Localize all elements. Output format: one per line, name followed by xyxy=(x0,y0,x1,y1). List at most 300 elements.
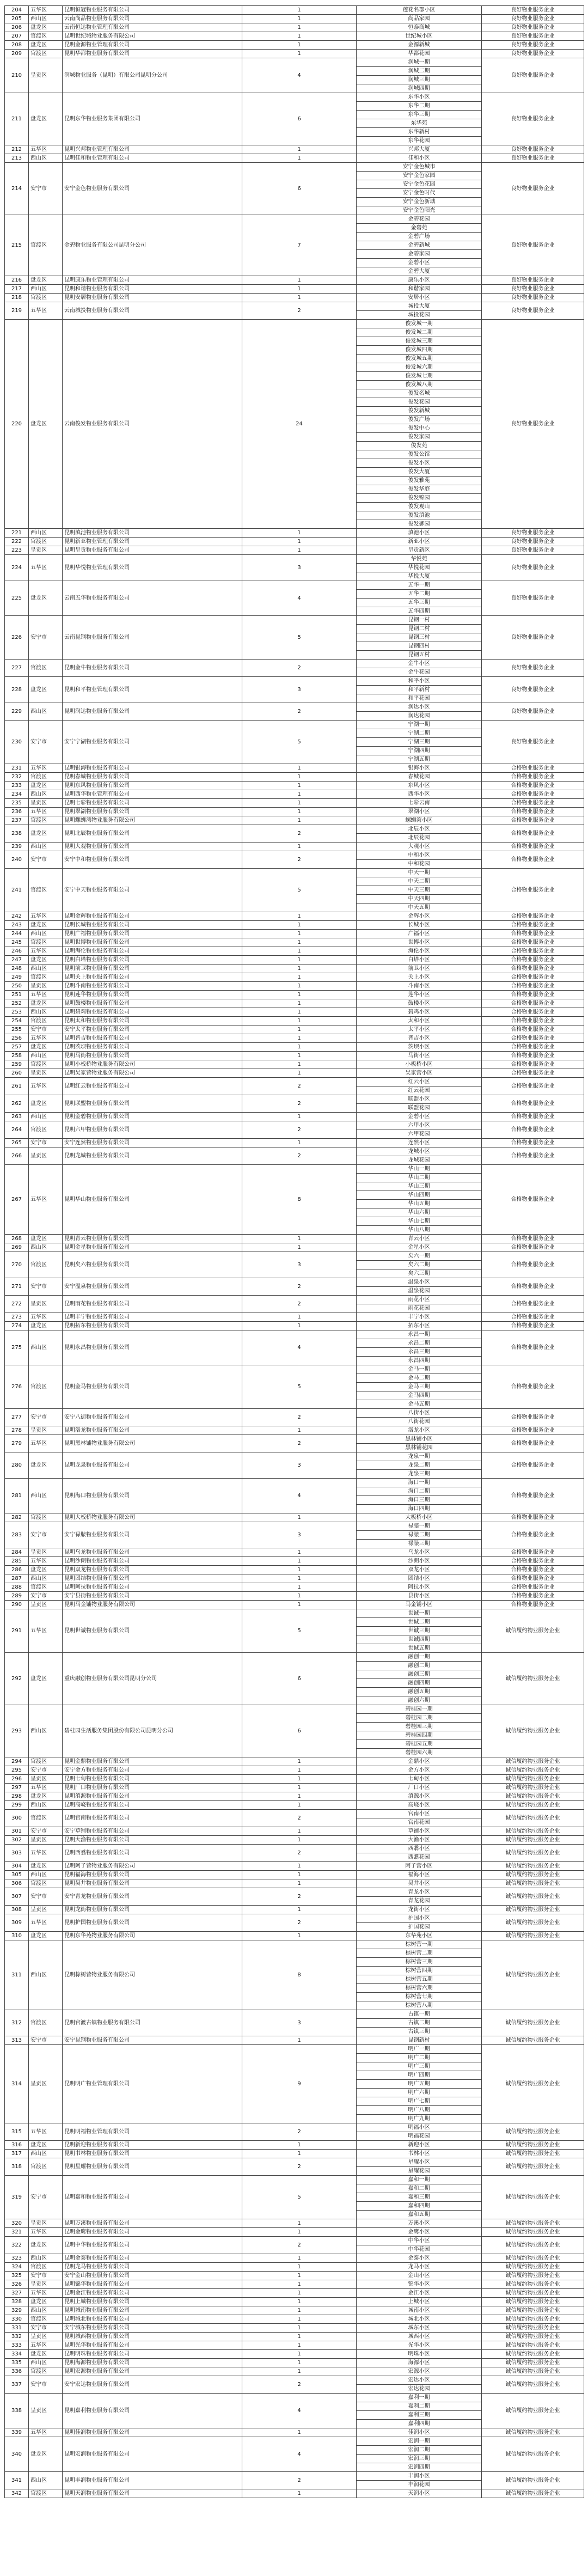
rating-cell: 合格物业服务企业 xyxy=(482,1365,584,1409)
rating-cell: 合格物业服务企业 xyxy=(482,782,584,790)
table-row xyxy=(5,965,584,973)
project-name-cell: 五华二期 xyxy=(357,590,482,599)
rating-cell: 诚信履约物业服务企业 xyxy=(482,2228,584,2237)
district-cell: 官渡区 xyxy=(29,2489,63,2498)
district-cell: 五华区 xyxy=(29,302,63,320)
company-name-cell: 昆明书林物业服务有限公司 xyxy=(63,2150,242,2158)
district-cell: 西山区 xyxy=(29,15,63,23)
district-cell: 安宁市 xyxy=(29,616,63,660)
row-number: 305 xyxy=(5,1871,29,1879)
company-name-cell: 安宁禄脿物业服务有限公司 xyxy=(63,1522,242,1548)
project-name-cell: 昆钢二村 xyxy=(357,625,482,633)
company-name-cell: 昆明螺蛳湾物业服务有限公司 xyxy=(63,816,242,825)
table-row xyxy=(5,1566,584,1574)
row-number: 297 xyxy=(5,1784,29,1792)
company-name-cell: 昆明高峣物业服务有限公司 xyxy=(63,1801,242,1810)
company-name-cell: 昆明宏源物业服务有限公司 xyxy=(63,2367,242,2376)
rating-cell: 良好物业服务企业 xyxy=(482,677,584,703)
rating-cell: 合格物业服务企业 xyxy=(482,1243,584,1252)
project-name-cell: 金碧小区 xyxy=(357,259,482,267)
project-name-cell: 古镇二期 xyxy=(357,2019,482,2028)
company-name-cell: 昆明和谐物业服务有限公司 xyxy=(63,285,242,294)
rating-cell: 诚信履约物业服务企业 xyxy=(482,2324,584,2333)
district-cell: 官渡区 xyxy=(29,973,63,982)
rating-cell: 诚信履约物业服务企业 xyxy=(482,1766,584,1775)
district-cell: 盘龙区 xyxy=(29,1095,63,1113)
rating-cell: 良好物业服务企业 xyxy=(482,285,584,294)
project-count-cell: 1 xyxy=(242,1583,357,1592)
project-name-cell: 棕树营一期 xyxy=(357,1940,482,1949)
district-cell: 官渡区 xyxy=(29,2263,63,2272)
company-name-cell: 昆明翠湖物业服务有限公司 xyxy=(63,808,242,816)
district-cell: 西山区 xyxy=(29,154,63,163)
row-number: 308 xyxy=(5,1906,29,1914)
project-name-cell: 福海小区 xyxy=(357,1871,482,1879)
table-row xyxy=(5,912,584,921)
rating-cell: 诚信履约物业服务企业 xyxy=(482,1757,584,1766)
project-count-cell: 2 xyxy=(242,1078,357,1095)
row-number: 342 xyxy=(5,2489,29,2498)
project-name-cell: 宏达小区 xyxy=(357,2376,482,2385)
project-name-cell: 东华苑 xyxy=(357,119,482,128)
district-cell: 西山区 xyxy=(29,1574,63,1583)
row-number: 209 xyxy=(5,50,29,58)
district-cell: 盘龙区 xyxy=(29,1792,63,1801)
project-count-cell: 8 xyxy=(242,1940,357,2010)
project-name-cell: 龙泉一期 xyxy=(357,1452,482,1461)
project-name-cell: 莲花名郡小区 xyxy=(357,6,482,15)
rating-cell: 诚信履约物业服务企业 xyxy=(482,1871,584,1879)
project-name-cell: 俊发观山 xyxy=(357,503,482,511)
district-cell: 西山区 xyxy=(29,1940,63,2010)
row-number: 234 xyxy=(5,790,29,799)
project-count-cell: 1 xyxy=(242,965,357,973)
company-name-cell: 昆明明珠物业服务有限公司 xyxy=(63,2350,242,2359)
row-number: 279 xyxy=(5,1435,29,1452)
project-name-cell: 黑林铺花园 xyxy=(357,1444,482,1452)
project-name-cell: 温泉小区 xyxy=(357,1278,482,1287)
rating-cell: 合格物业服务企业 xyxy=(482,1409,584,1426)
table-row xyxy=(5,1043,584,1052)
row-number: 264 xyxy=(5,1121,29,1139)
table-row xyxy=(5,991,584,999)
district-cell: 五华区 xyxy=(29,145,63,154)
rating-cell: 诚信履约物业服务企业 xyxy=(482,2045,584,2123)
table-row xyxy=(5,999,584,1008)
company-name-cell: 昆明滇池物业服务有限公司 xyxy=(63,529,242,538)
row-number: 258 xyxy=(5,1052,29,1060)
project-count-cell: 1 xyxy=(242,6,357,15)
project-name-cell: 春城花园 xyxy=(357,773,482,782)
project-name-cell: 滇池小区 xyxy=(357,529,482,538)
rating-cell: 良好物业服务企业 xyxy=(482,93,584,145)
rating-cell: 诚信履约物业服务企业 xyxy=(482,2367,584,2376)
project-name-cell: 海口四期 xyxy=(357,1505,482,1513)
district-cell: 盘龙区 xyxy=(29,320,63,529)
project-name-cell: 嘉利三期 xyxy=(357,2411,482,2420)
project-name-cell: 黑林铺小区 xyxy=(357,1435,482,1444)
project-count-cell: 1 xyxy=(242,1801,357,1810)
project-count-cell: 1 xyxy=(242,1775,357,1784)
project-name-cell: 昆钢四村 xyxy=(357,642,482,651)
table-row xyxy=(5,1322,584,1330)
project-name-cell: 大观小区 xyxy=(357,843,482,851)
company-name-cell: 昆明龙泉物业服务有限公司 xyxy=(63,1452,242,1479)
project-count-cell: 8 xyxy=(242,1165,357,1235)
row-number: 243 xyxy=(5,921,29,930)
row-number: 314 xyxy=(5,2045,29,2123)
district-cell: 西山区 xyxy=(29,843,63,851)
project-name-cell: 龙泉二期 xyxy=(357,1461,482,1470)
project-name-cell: 青云小区 xyxy=(357,1235,482,1243)
project-count-cell: 3 xyxy=(242,1452,357,1479)
project-count-cell: 1 xyxy=(242,1932,357,1940)
project-name-cell: 阿子营小区 xyxy=(357,1862,482,1871)
project-count-cell: 1 xyxy=(242,276,357,285)
project-count-cell: 5 xyxy=(242,869,357,912)
table-row xyxy=(5,1139,584,1147)
project-name-cell: 东华花园 xyxy=(357,137,482,145)
project-count-cell: 3 xyxy=(242,1522,357,1548)
table-row xyxy=(5,2254,584,2263)
table-body xyxy=(5,6,584,2498)
project-count-cell: 3 xyxy=(242,2010,357,2036)
project-name-cell: 碧鸡小区 xyxy=(357,1008,482,1017)
project-name-cell: 中天四期 xyxy=(357,895,482,904)
project-name-cell: 五华三期 xyxy=(357,599,482,607)
project-count-cell: 2 xyxy=(242,1810,357,1827)
row-number: 212 xyxy=(5,145,29,154)
district-cell: 安宁市 xyxy=(29,1522,63,1548)
project-name-cell: 融创三期 xyxy=(357,1670,482,1679)
project-name-cell: 俊发华庭 xyxy=(357,485,482,494)
project-name-cell: 八街花园 xyxy=(357,1418,482,1426)
company-name-cell: 昆明七甸物业服务有限公司 xyxy=(63,1775,242,1784)
project-name-cell: 护国花园 xyxy=(357,1923,482,1932)
company-name-cell: 昆明佳润物业服务有限公司 xyxy=(63,2428,242,2437)
project-count-cell: 1 xyxy=(242,23,357,32)
rating-cell: 合格物业服务企业 xyxy=(482,1060,584,1069)
project-name-cell: 大渔小区 xyxy=(357,1836,482,1845)
project-name-cell: 翠湖小区 xyxy=(357,808,482,816)
project-name-cell: 天润小区 xyxy=(357,2489,482,2498)
row-number: 272 xyxy=(5,1296,29,1313)
company-name-cell: 昆明金江物业服务有限公司 xyxy=(63,2289,242,2298)
company-name-cell: 安宁金方物业服务有限公司 xyxy=(63,1766,242,1775)
project-name-cell: 城投花园 xyxy=(357,311,482,320)
table-row xyxy=(5,677,584,686)
project-name-cell: 海口三期 xyxy=(357,1496,482,1505)
company-name-cell: 昆明六甲物业服务有限公司 xyxy=(63,1121,242,1139)
company-name-cell: 昆明金马物业服务有限公司 xyxy=(63,1365,242,1409)
project-name-cell: 海伦小区 xyxy=(357,947,482,956)
project-count-cell: 3 xyxy=(242,1252,357,1278)
project-count-cell: 2 xyxy=(242,1147,357,1165)
project-count-cell: 1 xyxy=(242,1592,357,1601)
project-name-cell: 金马一期 xyxy=(357,1365,482,1374)
project-name-cell: 五华一期 xyxy=(357,581,482,590)
project-name-cell: 中华花园 xyxy=(357,2245,482,2254)
table-row xyxy=(5,2036,584,2045)
project-count-cell: 1 xyxy=(242,2219,357,2228)
table-row xyxy=(5,1845,584,1853)
district-cell: 呈贡区 xyxy=(29,982,63,991)
company-name-cell: 昆明碧鸡物业服务有限公司 xyxy=(63,1008,242,1017)
project-name-cell: 高峣小区 xyxy=(357,1801,482,1810)
table-row xyxy=(5,773,584,782)
table-row xyxy=(5,764,584,773)
table-row xyxy=(5,2280,584,2289)
project-name-cell: 螺蛳湾小区 xyxy=(357,816,482,825)
rating-cell: 良好物业服务企业 xyxy=(482,320,584,529)
row-number: 315 xyxy=(5,2123,29,2141)
rating-cell: 良好物业服务企业 xyxy=(482,302,584,320)
row-number: 340 xyxy=(5,2437,29,2472)
project-count-cell: 4 xyxy=(242,1479,357,1513)
table-row xyxy=(5,799,584,808)
district-cell: 五华区 xyxy=(29,1165,63,1235)
project-count-cell: 1 xyxy=(242,1069,357,1078)
district-cell: 西山区 xyxy=(29,1008,63,1017)
project-name-cell: 世诚三期 xyxy=(357,1627,482,1635)
district-cell: 呈贡区 xyxy=(29,1147,63,1165)
project-count-cell: 1 xyxy=(242,2280,357,2289)
row-number: 323 xyxy=(5,2254,29,2263)
project-name-cell: 光华小区 xyxy=(357,2341,482,2350)
company-name-cell: 碧桂园生活服务集团股份有限公司昆明分公司 xyxy=(63,1705,242,1757)
row-number: 265 xyxy=(5,1139,29,1147)
company-name-cell: 昆明海伦物业服务有限公司 xyxy=(63,947,242,956)
project-name-cell: 嘉利二期 xyxy=(357,2402,482,2411)
project-name-cell: 俊发御园 xyxy=(357,520,482,529)
district-cell: 安宁市 xyxy=(29,2324,63,2333)
table-row xyxy=(5,1862,584,1871)
company-name-cell: 昆明世博物业服务有限公司 xyxy=(63,938,242,947)
project-count-cell: 1 xyxy=(242,2263,357,2272)
company-name-cell: 重庆融创物业服务有限公司昆明分公司 xyxy=(63,1653,242,1705)
table-row xyxy=(5,2176,584,2184)
project-name-cell: 安宁金色阳光 xyxy=(357,206,482,215)
project-name-cell: 东华小区 xyxy=(357,93,482,102)
district-cell: 官渡区 xyxy=(29,538,63,546)
project-count-cell: 2 xyxy=(242,851,357,869)
project-name-cell: 俊发城一期 xyxy=(357,320,482,328)
project-name-cell: 宁湖一期 xyxy=(357,721,482,729)
row-number: 273 xyxy=(5,1313,29,1322)
table-row xyxy=(5,790,584,799)
row-number: 268 xyxy=(5,1235,29,1243)
project-name-cell: 滇源小区 xyxy=(357,1792,482,1801)
table-row xyxy=(5,6,584,15)
company-name-cell: 昆明大板桥物业服务有限公司 xyxy=(63,1513,242,1522)
project-name-cell: 禄脿三期 xyxy=(357,1540,482,1548)
project-count-cell: 1 xyxy=(242,1766,357,1775)
rating-cell: 合格物业服务企业 xyxy=(482,1147,584,1165)
project-count-cell: 1 xyxy=(242,285,357,294)
project-count-cell: 2 xyxy=(242,703,357,721)
rating-cell: 合格物业服务企业 xyxy=(482,1513,584,1522)
district-cell: 盘龙区 xyxy=(29,1235,63,1243)
table-row xyxy=(5,2289,584,2298)
project-name-cell: 金鼎小区 xyxy=(357,1757,482,1766)
project-count-cell: 1 xyxy=(242,538,357,546)
project-name-cell: 融创一期 xyxy=(357,1653,482,1662)
district-cell: 盘龙区 xyxy=(29,2298,63,2306)
row-number: 319 xyxy=(5,2176,29,2219)
project-name-cell: 长城小区 xyxy=(357,921,482,930)
rating-cell: 合格物业服务企业 xyxy=(482,825,584,843)
company-name-cell: 昆明海口物业服务有限公司 xyxy=(63,1479,242,1513)
table-row xyxy=(5,215,584,224)
company-name-cell: 昆明长城物业服务有限公司 xyxy=(63,921,242,930)
project-name-cell: 华山二期 xyxy=(357,1174,482,1182)
project-count-cell: 1 xyxy=(242,1557,357,1566)
district-cell: 西山区 xyxy=(29,285,63,294)
project-name-cell: 大板桥小区 xyxy=(357,1513,482,1522)
row-number: 283 xyxy=(5,1522,29,1548)
company-name-cell: 昆明金辉物业服务有限公司 xyxy=(63,912,242,921)
company-name-cell: 昆明七彩物业服务有限公司 xyxy=(63,799,242,808)
rating-cell: 合格物业服务企业 xyxy=(482,1165,584,1235)
district-cell: 官渡区 xyxy=(29,2367,63,2376)
company-name-cell: 安宁县街物业服务有限公司 xyxy=(63,1592,242,1601)
project-name-cell: 六甲花园 xyxy=(357,1130,482,1139)
company-name-cell: 昆明明福物业管理有限公司 xyxy=(63,2123,242,2141)
table-row xyxy=(5,1592,584,1601)
project-count-cell: 1 xyxy=(242,2272,357,2280)
table-row xyxy=(5,2150,584,2158)
row-number: 316 xyxy=(5,2141,29,2150)
district-cell: 官渡区 xyxy=(29,1757,63,1766)
project-name-cell: 城南小区 xyxy=(357,2306,482,2315)
project-count-cell: 1 xyxy=(242,1601,357,1609)
row-number: 330 xyxy=(5,2315,29,2324)
project-name-cell: 呈贡新区 xyxy=(357,546,482,555)
project-name-cell: 碧桂园一期 xyxy=(357,1705,482,1714)
table-row xyxy=(5,1017,584,1025)
table-row xyxy=(5,41,584,50)
rating-cell: 合格物业服务企业 xyxy=(482,1139,584,1147)
district-cell: 呈贡区 xyxy=(29,1069,63,1078)
rating-cell: 诚信履约物业服务企业 xyxy=(482,2263,584,2272)
row-number: 260 xyxy=(5,1069,29,1078)
rating-cell: 合格物业服务企业 xyxy=(482,1435,584,1452)
company-name-cell: 昆明城南物业服务有限公司 xyxy=(63,2306,242,2315)
row-number: 249 xyxy=(5,973,29,982)
company-name-cell: 昆明护国物业服务有限公司 xyxy=(63,1914,242,1932)
company-name-cell: 安宁宁湖物业服务有限公司 xyxy=(63,721,242,764)
row-number: 276 xyxy=(5,1365,29,1409)
project-name-cell: 金方小区 xyxy=(357,1766,482,1775)
rating-cell: 良好物业服务企业 xyxy=(482,32,584,41)
project-name-cell: 棕树营二期 xyxy=(357,1949,482,1958)
district-cell: 安宁市 xyxy=(29,2036,63,2045)
rating-cell: 合格物业服务企业 xyxy=(482,930,584,938)
company-name-cell: 云南尚品物业服务有限公司 xyxy=(63,15,242,23)
project-name-cell: 西华小区 xyxy=(357,790,482,799)
row-number: 301 xyxy=(5,1827,29,1836)
table-row xyxy=(5,2359,584,2367)
project-count-cell: 1 xyxy=(242,782,357,790)
company-name-cell: 昆明佳和物业管理有限公司 xyxy=(63,154,242,163)
district-cell: 盘龙区 xyxy=(29,93,63,145)
project-name-cell: 矣六一期 xyxy=(357,1252,482,1261)
project-name-cell: 俊发城四期 xyxy=(357,346,482,355)
project-name-cell: 安宁金色新城 xyxy=(357,198,482,206)
company-name-cell: 昆明西华物业管理有限公司 xyxy=(63,790,242,799)
rating-cell: 合格物业服务企业 xyxy=(482,1078,584,1095)
project-name-cell: 金辉小区 xyxy=(357,912,482,921)
district-cell: 五华区 xyxy=(29,1078,63,1095)
table-row xyxy=(5,2437,584,2446)
project-count-cell: 7 xyxy=(242,215,357,276)
row-number: 296 xyxy=(5,1775,29,1784)
project-name-cell: 宁湖二期 xyxy=(357,729,482,738)
project-name-cell: 中和小区 xyxy=(357,851,482,860)
project-name-cell: 俊发滇池 xyxy=(357,511,482,520)
company-name-cell: 昆明新迎物业服务有限公司 xyxy=(63,2141,242,2150)
rating-cell: 合格物业服务企业 xyxy=(482,1069,584,1078)
project-name-cell: 棕树营四期 xyxy=(357,1967,482,1975)
district-cell: 西山区 xyxy=(29,1705,63,1757)
project-name-cell: 世纪城小区 xyxy=(357,32,482,41)
district-cell: 盘龙区 xyxy=(29,999,63,1008)
project-name-cell: 龙马小区 xyxy=(357,2263,482,2272)
project-count-cell: 5 xyxy=(242,616,357,660)
district-cell: 官渡区 xyxy=(29,294,63,302)
project-count-cell: 2 xyxy=(242,302,357,320)
company-name-cell: 昆明矣六物业服务有限公司 xyxy=(63,1252,242,1278)
project-count-cell: 1 xyxy=(242,2341,357,2350)
project-name-cell: 俊发名城 xyxy=(357,389,482,398)
rating-cell: 诚信履约物业服务企业 xyxy=(482,1801,584,1810)
rating-cell: 诚信履约物业服务企业 xyxy=(482,2306,584,2315)
project-name-cell: 嘉和一期 xyxy=(357,2176,482,2184)
row-number: 271 xyxy=(5,1278,29,1296)
project-count-cell: 1 xyxy=(242,973,357,982)
district-cell: 盘龙区 xyxy=(29,956,63,965)
project-count-cell: 1 xyxy=(242,50,357,58)
rating-cell: 合格物业服务企业 xyxy=(482,1043,584,1052)
project-count-cell: 2 xyxy=(242,1121,357,1139)
row-number: 256 xyxy=(5,1034,29,1043)
company-name-cell: 昆明东华苑物业服务有限公司 xyxy=(63,1932,242,1940)
project-name-cell: 城东小区 xyxy=(357,2324,482,2333)
rating-cell: 诚信履约物业服务企业 xyxy=(482,2333,584,2341)
project-count-cell: 1 xyxy=(242,2254,357,2263)
project-name-cell: 上城小区 xyxy=(357,2298,482,2306)
district-cell: 西山区 xyxy=(29,790,63,799)
rating-cell: 良好物业服务企业 xyxy=(482,15,584,23)
project-count-cell: 2 xyxy=(242,2237,357,2254)
project-name-cell: 青龙花园 xyxy=(357,1897,482,1906)
project-name-cell: 佳和小区 xyxy=(357,154,482,163)
project-name-cell: 龙街小区 xyxy=(357,1906,482,1914)
project-count-cell: 1 xyxy=(242,991,357,999)
district-cell: 盘龙区 xyxy=(29,825,63,843)
project-count-cell: 4 xyxy=(242,2437,357,2472)
row-number: 317 xyxy=(5,2150,29,2158)
company-name-cell: 昆明兴邦物业管理有限公司 xyxy=(63,145,242,154)
rating-cell: 合格物业服务企业 xyxy=(482,1313,584,1322)
rating-cell: 良好物业服务企业 xyxy=(482,703,584,721)
project-name-cell: 东华新村 xyxy=(357,128,482,137)
project-name-cell: 北辰花园 xyxy=(357,834,482,843)
project-count-cell: 2 xyxy=(242,1296,357,1313)
table-row xyxy=(5,1008,584,1017)
district-cell: 西山区 xyxy=(29,2359,63,2367)
project-name-cell: 温泉花园 xyxy=(357,1287,482,1296)
